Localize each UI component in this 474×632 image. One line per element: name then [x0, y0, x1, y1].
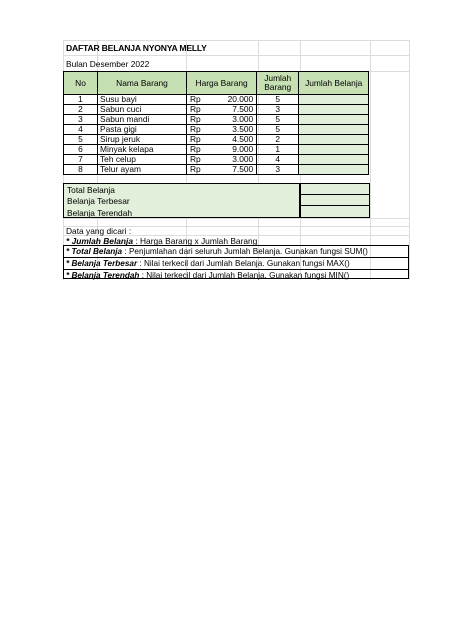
- cell-qty[interactable]: 3: [257, 105, 299, 115]
- cell-total[interactable]: [299, 105, 369, 115]
- cell-total[interactable]: [299, 165, 369, 175]
- cell-no[interactable]: 6: [64, 145, 98, 155]
- cell-name[interactable]: Telur ayam: [98, 165, 187, 175]
- function-notes-box: [63, 245, 409, 279]
- cell-no[interactable]: 1: [64, 95, 98, 105]
- table-row: [64, 135, 369, 145]
- cell-currency[interactable]: Rp: [187, 165, 201, 175]
- note-total-belanja: [64, 246, 408, 258]
- cell-qty[interactable]: 4: [257, 155, 299, 165]
- cell-price[interactable]: 3.000: [201, 155, 257, 165]
- cell-total[interactable]: [299, 125, 369, 135]
- cell-total[interactable]: [299, 135, 369, 145]
- cell-price[interactable]: 4.500: [201, 135, 257, 145]
- cell-qty[interactable]: 2: [257, 135, 299, 145]
- cell-qty[interactable]: 3: [257, 165, 299, 175]
- note-total-belanja-key: * Total Belanja: [66, 247, 123, 256]
- gridline: [63, 218, 409, 219]
- cell-currency[interactable]: Rp: [187, 95, 201, 105]
- summary-min-label: Belanja Terendah: [67, 208, 133, 218]
- note-belanja-terbesar-key: * Belanja Terbesar: [66, 259, 138, 268]
- cell-qty[interactable]: 1: [257, 145, 299, 155]
- summary-box: [63, 183, 300, 218]
- cell-total[interactable]: [299, 95, 369, 105]
- gridline: [63, 40, 409, 41]
- note-jumlah-belanja-text: : Harga Barang x Jumlah Barang: [133, 236, 258, 246]
- cell-price[interactable]: 7.500: [201, 105, 257, 115]
- summary-values: [300, 183, 370, 218]
- cell-price[interactable]: 20.000: [201, 95, 257, 105]
- cell-price[interactable]: 3.500: [201, 125, 257, 135]
- table-row: [64, 95, 369, 105]
- table-row: [64, 155, 369, 165]
- cell-currency[interactable]: Rp: [187, 135, 201, 145]
- table-header-row: [64, 72, 369, 95]
- header-price[interactable]: Harga Barang: [187, 72, 257, 95]
- cell-no[interactable]: 4: [64, 125, 98, 135]
- summary-max-label: Belanja Terbesar: [67, 196, 130, 206]
- note-belanja-terendah: [64, 270, 408, 281]
- summary-total-label: Total Belanja: [67, 185, 115, 195]
- header-qty[interactable]: [257, 72, 299, 95]
- shopping-table: [63, 71, 369, 175]
- cell-qty[interactable]: 5: [257, 125, 299, 135]
- note-belanja-terbesar-text: : Nilai terkecil dari Jumlah Belanja. Gunakan fungsi MAX(): [137, 259, 350, 268]
- cell-name[interactable]: Pasta gigi: [98, 125, 187, 135]
- cell-total[interactable]: [299, 145, 369, 155]
- header-qty-label: Jumlah Barang: [264, 73, 292, 92]
- cell-no[interactable]: 3: [64, 115, 98, 125]
- cell-currency[interactable]: Rp: [187, 105, 201, 115]
- table-row: [64, 125, 369, 135]
- cell-qty[interactable]: 5: [257, 95, 299, 105]
- header-no[interactable]: No: [64, 72, 98, 95]
- cell-price[interactable]: 9.000: [201, 145, 257, 155]
- summary-max-cell[interactable]: [300, 195, 370, 207]
- cell-no[interactable]: 5: [64, 135, 98, 145]
- cell-name[interactable]: Sabun mandi: [98, 115, 187, 125]
- cell-price[interactable]: 3.000: [201, 115, 257, 125]
- note-belanja-terendah-text: : Nilai terkecil dari Jumlah Belanja. Gunakan fungsi MIN(): [139, 271, 350, 280]
- table-row: [64, 105, 369, 115]
- cell-no[interactable]: 7: [64, 155, 98, 165]
- cell-total[interactable]: [299, 115, 369, 125]
- sheet-title: DAFTAR BELANJA NYONYA MELLY: [66, 43, 207, 53]
- summary-min-cell[interactable]: [300, 206, 370, 218]
- cell-currency[interactable]: Rp: [187, 125, 201, 135]
- header-total[interactable]: Jumlah Belanja: [299, 72, 369, 95]
- table-row: [64, 165, 369, 175]
- cell-name[interactable]: Teh celup: [98, 155, 187, 165]
- cell-price[interactable]: 7.500: [201, 165, 257, 175]
- header-name[interactable]: Nama Barang: [98, 72, 187, 95]
- note-jumlah-belanja-key: * Jumlah Belanja: [66, 236, 134, 246]
- cell-name[interactable]: Susu bayi: [98, 95, 187, 105]
- notes-intro: Data yang dicari :: [66, 226, 132, 236]
- cell-qty[interactable]: 5: [257, 115, 299, 125]
- note-total-belanja-text: : Penjumlahan dari seluruh Jumlah Belanja. Gunakan fungsi SUM(): [122, 247, 368, 256]
- table-row: [64, 145, 369, 155]
- gridline: [409, 40, 410, 280]
- cell-no[interactable]: 2: [64, 105, 98, 115]
- note-belanja-terbesar: [64, 258, 408, 270]
- cell-name[interactable]: Sabun cuci: [98, 105, 187, 115]
- cell-no[interactable]: 8: [64, 165, 98, 175]
- sheet-subtitle: Bulan Desember 2022: [66, 59, 150, 69]
- note-belanja-terendah-key: * Belanja Terendah: [66, 271, 140, 280]
- cell-total[interactable]: [299, 155, 369, 165]
- cell-name[interactable]: Sirup jeruk: [98, 135, 187, 145]
- cell-name[interactable]: Minyak kelapa: [98, 145, 187, 155]
- cell-currency[interactable]: Rp: [187, 145, 201, 155]
- summary-total-cell[interactable]: [300, 183, 370, 195]
- cell-currency[interactable]: Rp: [187, 115, 201, 125]
- gridline: [63, 55, 409, 56]
- gridline: [370, 40, 371, 280]
- table-row: [64, 115, 369, 125]
- cell-currency[interactable]: Rp: [187, 155, 201, 165]
